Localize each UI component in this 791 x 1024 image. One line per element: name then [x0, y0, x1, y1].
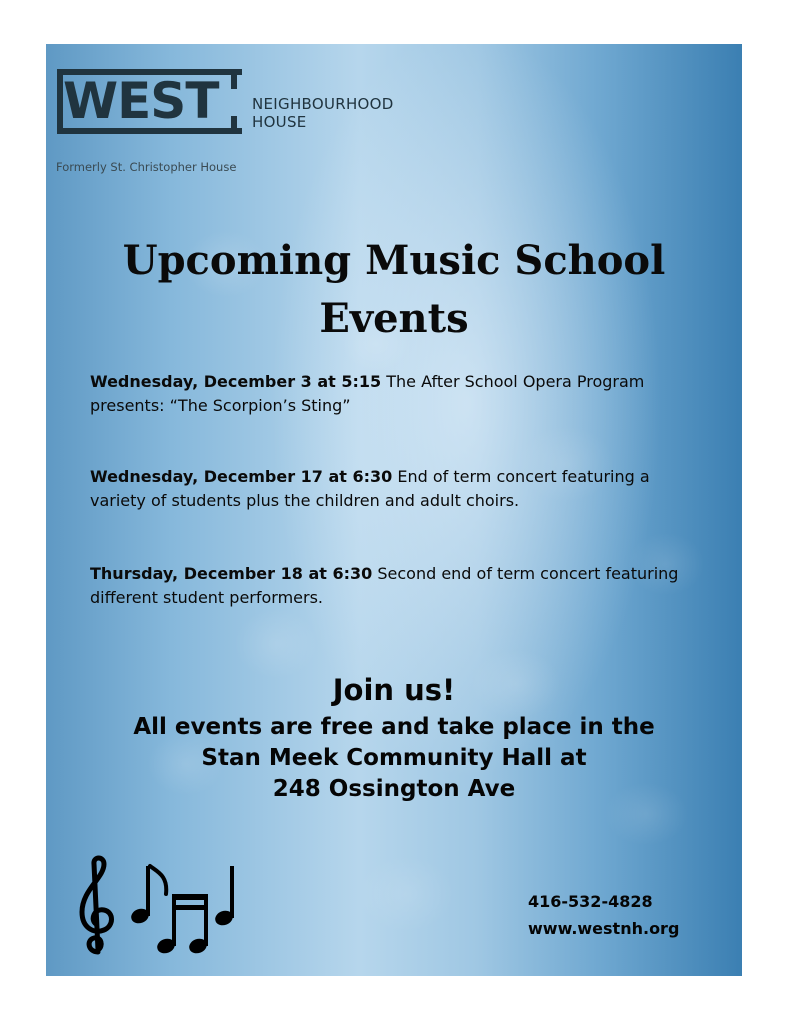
- event-description: The After School Opera Program presents: “The Scorpion’s Sting”: [90, 372, 645, 415]
- logo-subtitle-line2: HOUSE: [252, 113, 307, 131]
- contact-info: [528, 888, 679, 942]
- phone-number: 416-532-4828: [528, 892, 653, 911]
- logo-frame-edge-top: [231, 69, 237, 89]
- venue-line1: All events are free and take place in the: [133, 714, 655, 740]
- treble-clef-icon: [82, 858, 112, 952]
- title-line1: Upcoming Music School: [122, 237, 666, 284]
- page-title: [46, 232, 742, 348]
- venue-details: [46, 712, 742, 805]
- flyer: [46, 44, 742, 976]
- venue-line2: Stan Meek Community Hall at: [201, 745, 587, 771]
- logo-frame-edge-bottom: [231, 116, 237, 134]
- event-when: Wednesday, December 3 at 5:15: [90, 372, 382, 391]
- beamed-notes-icon: [155, 894, 209, 956]
- join-heading: Join us!: [332, 673, 456, 707]
- formerly-text: Formerly St. Christopher House: [56, 160, 237, 174]
- event-description: Second end of term concert featuring different student performers.: [90, 564, 679, 607]
- website-link[interactable]: www.westnh.org: [528, 919, 680, 938]
- event-when: Wednesday, December 17 at 6:30: [90, 467, 393, 486]
- logo-wordmark: WEST: [63, 72, 219, 130]
- event-item: [90, 465, 710, 513]
- event-description: End of term concert featuring a variety of students plus the children and adult choirs.: [90, 467, 650, 510]
- logo-subtitle-line1: NEIGHBOURHOOD: [252, 95, 394, 113]
- eighth-note-icon: [129, 866, 166, 926]
- event-when: Thursday, December 18 at 6:30: [90, 564, 373, 583]
- quarter-note-icon: [213, 866, 235, 928]
- logo-subtitle: [252, 95, 394, 131]
- event-item: [90, 562, 710, 610]
- music-notes: [74, 854, 254, 964]
- event-item: [90, 370, 710, 418]
- title-line2: Events: [319, 295, 469, 342]
- venue-line3: 248 Ossington Ave: [272, 776, 516, 802]
